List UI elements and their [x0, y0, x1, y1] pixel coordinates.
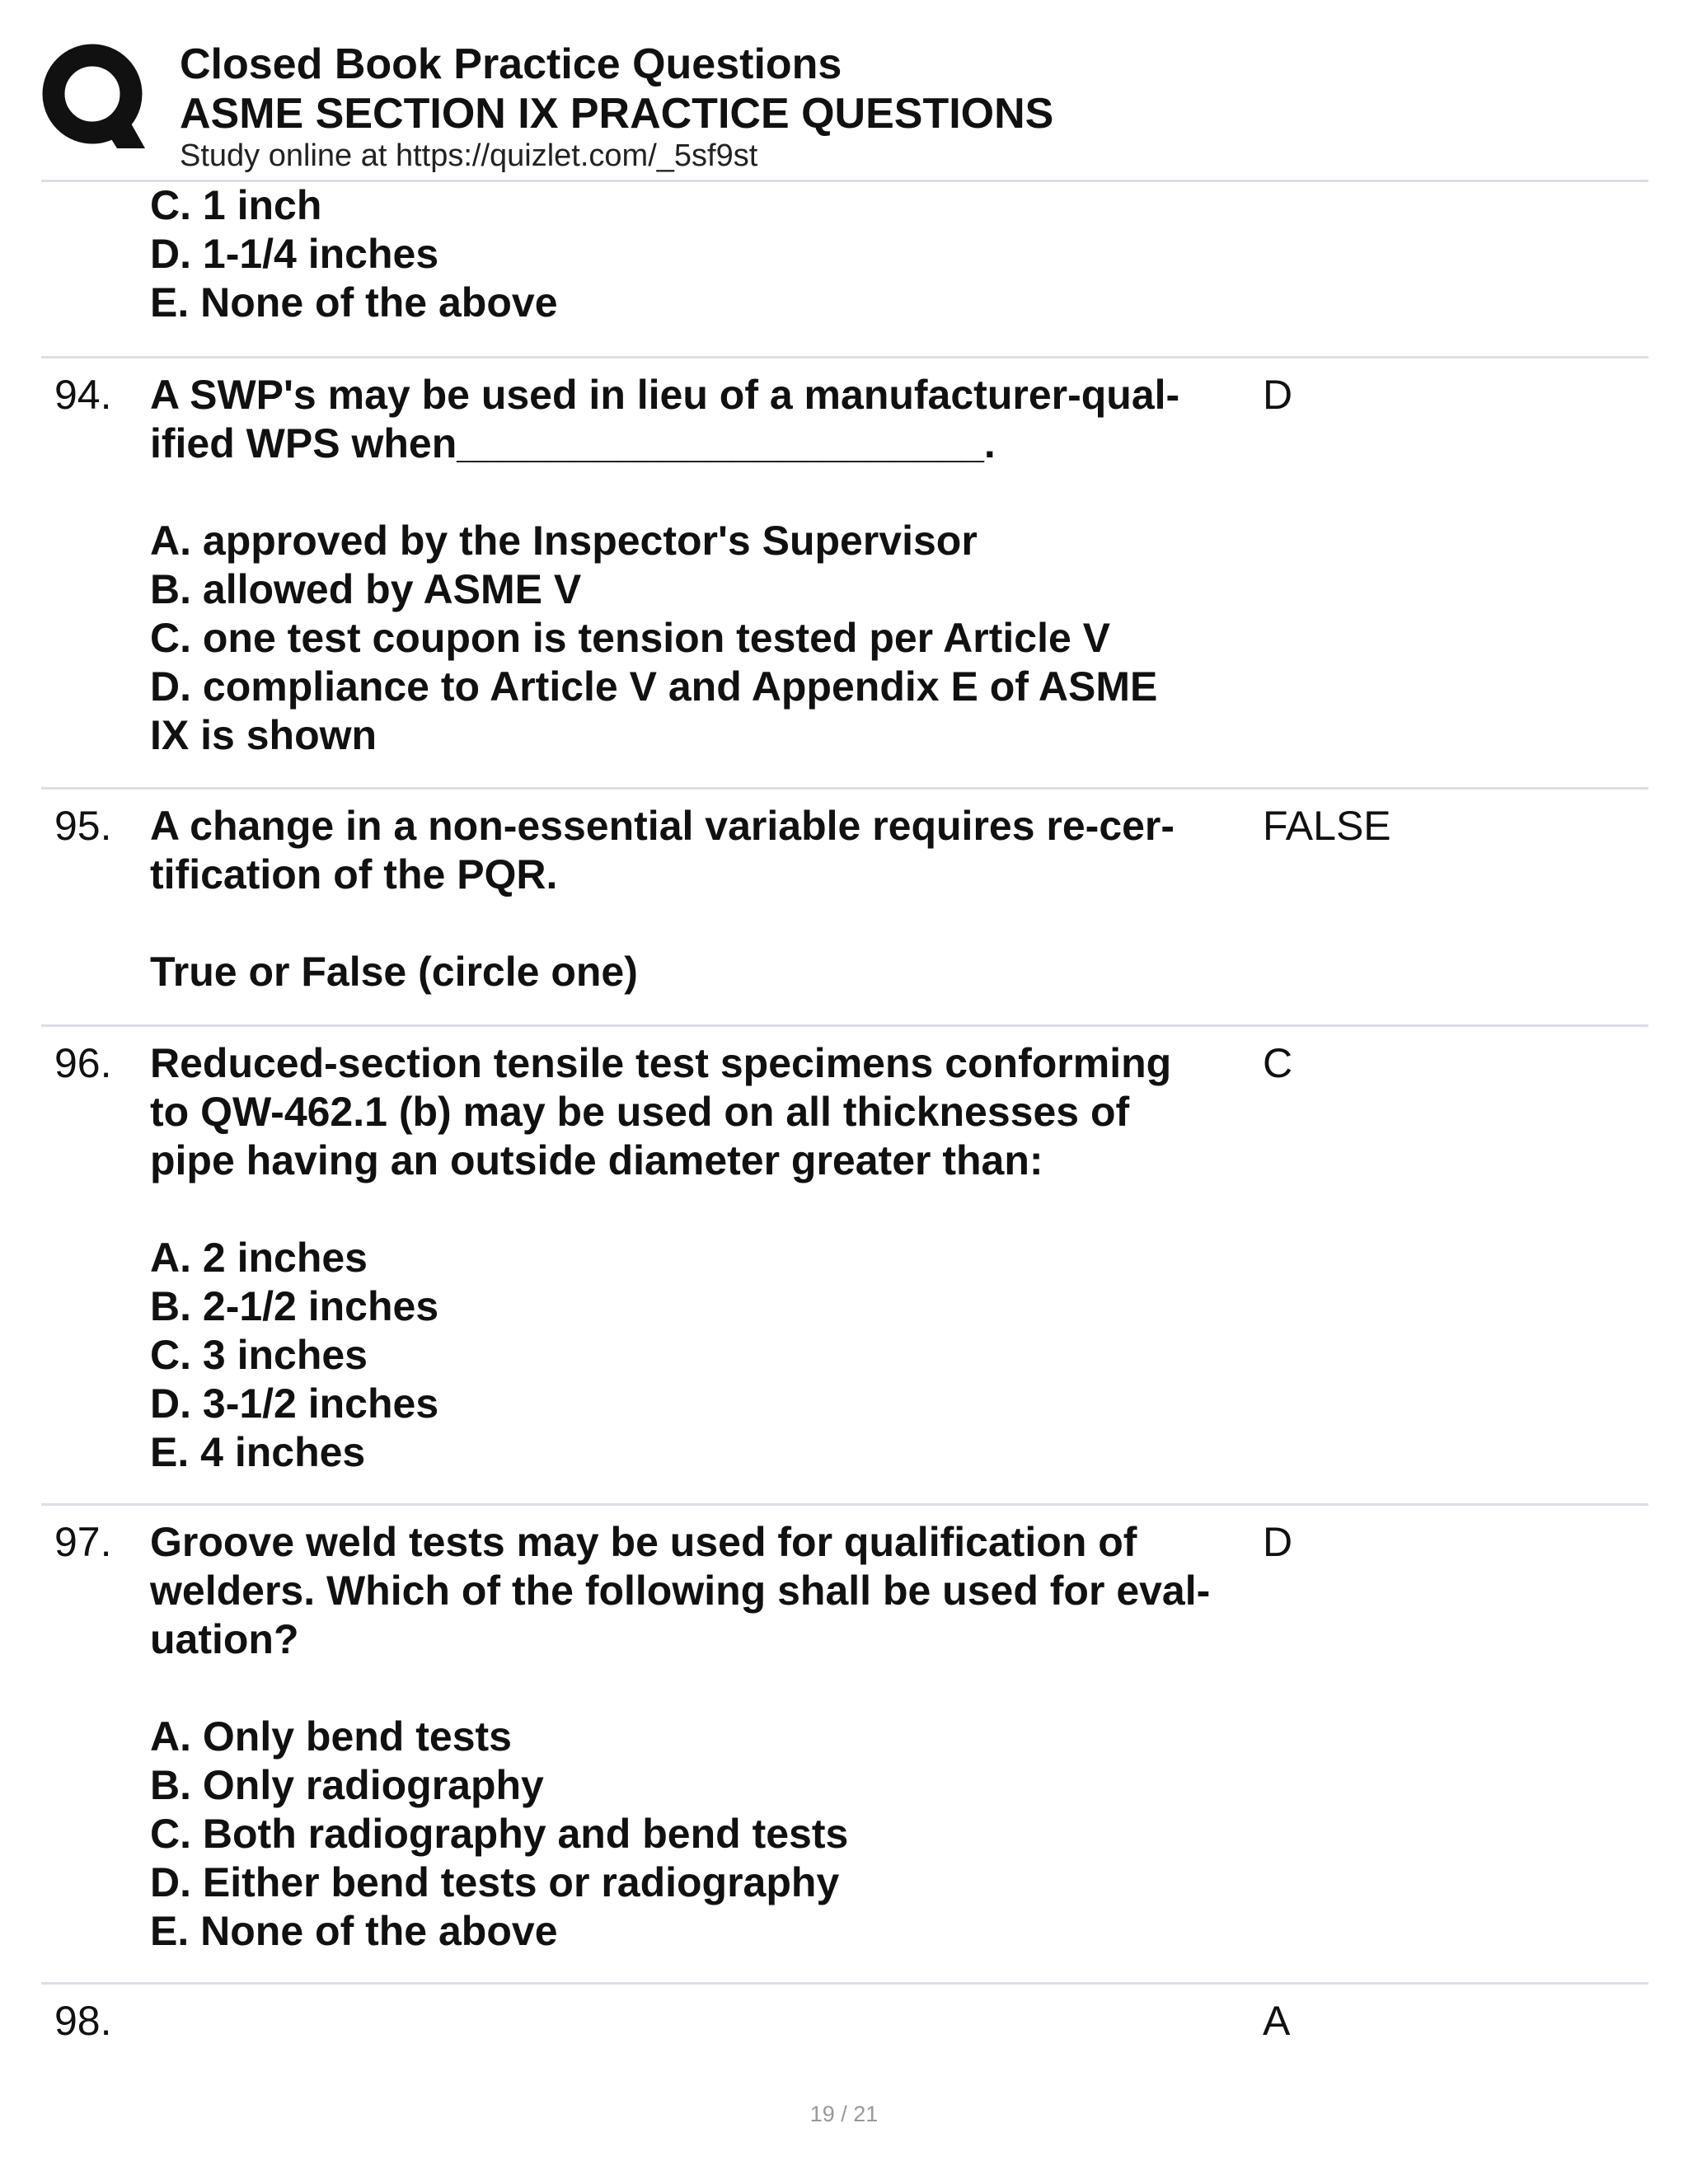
row-divider	[41, 787, 1648, 790]
question-line: Groove weld tests may be used for qualification of	[150, 1519, 1137, 1565]
option-line: True or False (circle one)	[150, 949, 638, 995]
answer: C	[1263, 1040, 1293, 1086]
option-line: E. None of the above	[150, 279, 558, 326]
option-line: B. allowed by ASME V	[150, 566, 582, 612]
quizlet-logo-icon	[41, 43, 150, 152]
answer: D	[1263, 1519, 1293, 1565]
set-subtitle: ASME SECTION IX PRACTICE QUESTIONS	[180, 90, 1054, 138]
option-line: C. one test coupon is tension tested per Article V	[150, 615, 1111, 661]
page-indicator: 19 / 21	[809, 2102, 879, 2126]
page-header	[0, 0, 1688, 183]
option-line: A. approved by the Inspector's Supervisor	[150, 518, 978, 564]
question-line: uation?	[150, 1616, 299, 1662]
row-divider	[41, 1024, 1648, 1027]
option-line: IX is shown	[150, 712, 377, 758]
spacer	[150, 468, 1254, 517]
answer: FALSE	[1263, 803, 1391, 849]
row-divider	[41, 356, 1648, 359]
question-line: ified WPS when_______________________.	[150, 420, 996, 466]
option-line: B. 2-1/2 inches	[150, 1283, 439, 1329]
option-line: A. 2 inches	[150, 1235, 368, 1281]
option-line: C. Both radiography and bend tests	[150, 1811, 849, 1857]
set-title: Closed Book Practice Questions	[180, 40, 842, 88]
question-line: Reduced-section tensile test specimens conforming	[150, 1040, 1172, 1086]
study-link[interactable]: Study online at https://quizlet.com/_5sf9st	[180, 138, 758, 173]
spacer	[150, 1185, 1254, 1234]
question-text	[150, 1039, 1254, 1477]
row-divider	[41, 1982, 1648, 1985]
question-line: pipe having an outside diameter greater than:	[150, 1137, 1043, 1183]
question-line: to QW-462.1 (b) may be used on all thicknesses of	[150, 1089, 1130, 1135]
question-line: tification of the PQR.	[150, 851, 558, 898]
question-text	[150, 371, 1254, 760]
option-line: D. Either bend tests or radiography	[150, 1859, 840, 1905]
question-text	[150, 1518, 1254, 1956]
option-line: D. 3-1/2 inches	[150, 1380, 439, 1427]
question-number: 98.	[54, 1998, 112, 2044]
spacer	[150, 1664, 1254, 1713]
option-line: D. compliance to Article V and Appendix E of ASME	[150, 663, 1158, 710]
question-number: 97.	[54, 1519, 112, 1565]
question-number: 94.	[54, 372, 112, 418]
option-line: C. 1 inch	[150, 182, 322, 228]
continued-options	[150, 181, 1254, 327]
option-line: C. 3 inches	[150, 1332, 368, 1378]
option-line: E. 4 inches	[150, 1429, 366, 1475]
option-line: A. Only bend tests	[150, 1713, 512, 1760]
option-line: B. Only radiography	[150, 1762, 544, 1808]
option-line: E. None of the above	[150, 1908, 558, 1954]
question-line: A SWP's may be used in lieu of a manufacturer-qual-	[150, 372, 1180, 418]
question-text	[150, 802, 1254, 996]
question-number: 96.	[54, 1040, 112, 1086]
answer: A	[1263, 1998, 1291, 2044]
question-number: 95.	[54, 803, 112, 849]
row-divider	[41, 1503, 1648, 1506]
question-line: welders. Which of the following shall be used for eval-	[150, 1568, 1211, 1614]
question-line: A change in a non-essential variable requires re-cer-	[150, 803, 1175, 849]
answer: D	[1263, 372, 1293, 418]
option-line: D. 1-1/4 inches	[150, 231, 439, 277]
spacer	[150, 899, 1254, 948]
